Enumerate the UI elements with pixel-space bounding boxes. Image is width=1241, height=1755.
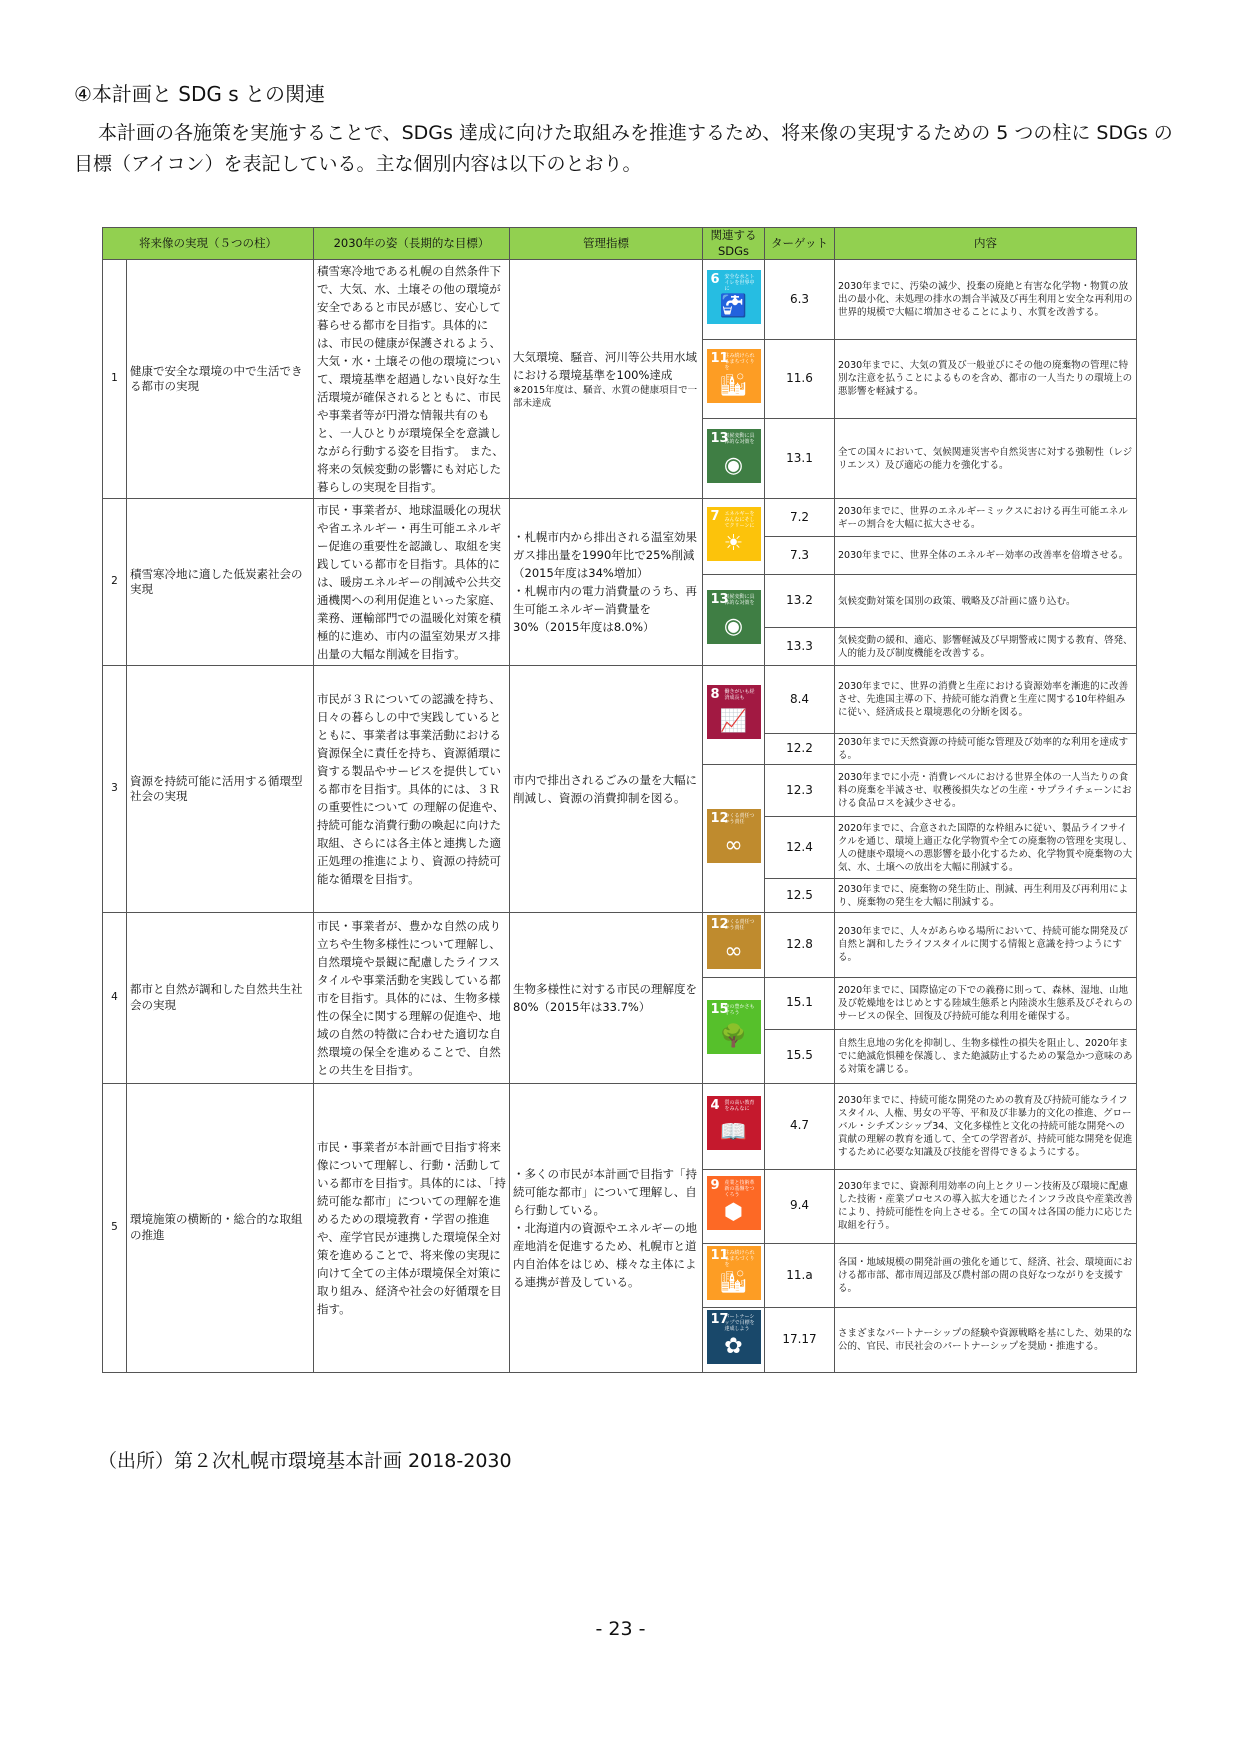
sdg-goal-number: 13 [710, 430, 729, 446]
sdg-icon-cell [703, 913, 765, 978]
sdg-goal-12-icon [707, 809, 761, 863]
sdg-goal-label: パートナーシップで目標を達成しよう [724, 1314, 755, 1332]
sdg-icon-cell [703, 1169, 765, 1243]
sdg-goal-glyph: 📈 [719, 709, 748, 735]
pillar-number: 3 [103, 666, 127, 913]
indicator-cell [510, 666, 703, 913]
target-content: 自然生息地の劣化を抑制し、生物多様性の損失を阻止し、2020年までに絶滅危惧種を保護し、また絶滅防止するための緊急かつ意味のある対策を講じる。 [835, 1029, 1137, 1083]
sdg-goal-glyph: ☀ [723, 530, 744, 556]
sdg-goal-label: つくる責任つかう責任 [724, 919, 755, 931]
sdg-goal-number: 12 [710, 917, 729, 932]
pillar-name: 資源を持続可能に活用する循環型社会の実現 [127, 666, 314, 913]
sdg-goal-9-icon [707, 1176, 761, 1230]
target-content: 2030年までに、持続可能な開発のための教育及び持続可能なライフスタイル、人権、男女の平等、平和及び非暴力的文化の推進、グローバル・シチズンシップ34、文化多様性と文化の持続可能な開発への貢献の理解の教育を通して、全ての学習者が、持続可能な開発を促進するために必要な知識及び技能を習得できるようにする。 [835, 1083, 1137, 1169]
sdg-icon-cell [703, 765, 765, 913]
sdg-goal-glyph: ⬢ [723, 1200, 744, 1226]
pillar-number: 4 [103, 913, 127, 1084]
target-number: 9.4 [765, 1169, 835, 1243]
table-row [103, 260, 1137, 340]
sdg-goal-glyph: ◉ [723, 452, 744, 478]
target-content: 2030年までに小売・消費レベルにおける世界全体の一人当たりの食料の廃棄を半減させ、収穫後損失などの生産・サプライチェーンにおける食品ロスを減少させる。 [835, 765, 1137, 817]
table-header-row [103, 228, 1137, 260]
source-note: （出所）第２次札幌市環境基本計画 2018-2030 [98, 1450, 512, 1472]
target-number: 13.1 [765, 419, 835, 499]
sdg-icon-cell [703, 1308, 765, 1373]
intro-paragraph [74, 118, 1174, 180]
sdg-goal-number: 13 [710, 592, 729, 608]
target-number: 11.6 [765, 339, 835, 419]
target-number: 13.2 [765, 575, 835, 628]
sdg-goal-number: 12 [710, 810, 729, 826]
sdg-goal-number: 9 [710, 1178, 720, 1194]
target-number: 7.2 [765, 499, 835, 537]
sdg-goal-label: 気候変動に具体的な対策を [724, 432, 755, 445]
pillar-number: 1 [103, 260, 127, 499]
pillar-name: 健康で安全な環境の中で生活できる都市の実現 [127, 260, 314, 499]
section-heading: ④本計画と SDG s との関連 [74, 82, 326, 106]
sdg-icon-cell [703, 1243, 765, 1308]
indicator-cell [510, 260, 703, 499]
vision-text: 市民・事業者が、地球温暖化の現状や省エネルギー・再生可能エネルギー促進の重要性を認識し、取組を実践している都市を目指す。具体的には、暖房エネルギーの削減や公共交通機関への利用促進といった家庭、業務、運輸部門での温暖化対策を積極的に進め、市内の温室効果ガス排出量の大幅な削減を目指す。 [314, 499, 510, 666]
target-content: さまざまなパートナーシップの経験や資源戦略を基にした、効果的な公的、官民、市民社会のパートナーシップを奨励・推進する。 [835, 1308, 1137, 1373]
indicator-cell [510, 499, 703, 666]
header-indicator: 管理指標 [510, 228, 703, 260]
vision-text: 市民・事業者が本計画で目指す将来像について理解し、行動・活動している都市を目指す。具体的には、「持続可能な都市」についての理解を進めるための環境教育・学習の推進や、産学官民が連携した環境保全対策を進めることで、将来像の実現に向けて全ての主体が環境保全対策に取り組み、経済や社会の好循環を目指す。 [314, 1083, 510, 1372]
sdg-goal-13-icon [707, 429, 761, 483]
sdg-icon-cell [703, 419, 765, 499]
target-content: 2020年までに、国際協定の下での義務に則って、森林、湿地、山地及び乾燥地をはじめとする陸域生態系と内陸淡水生態系及びそれらのサービスの保全、回復及び持続可能な利用を確保する。 [835, 977, 1137, 1029]
sdg-goal-6-icon [707, 270, 761, 324]
target-number: 15.1 [765, 977, 835, 1029]
target-number: 8.4 [765, 666, 835, 734]
vision-text: 市民・事業者が、豊かな自然の成り立ちや生物多様性について理解し、自然環境や景観に配慮したライフスタイルや事業活動を実践している都市を目指す。具体的には、生物多様性の保全に関する理解の促進や、地域の自然の特徴に合わせた適切な自然環境の保全を進めることで、自然との共生を目指す。 [314, 913, 510, 1084]
target-number: 12.4 [765, 817, 835, 879]
sdg-goal-glyph: 🚰 [719, 293, 748, 319]
page-number: - 23 - [595, 1618, 646, 1640]
sdg-table [102, 227, 1137, 1373]
sdg-goal-label: 住み続けられるまちづくりを [724, 353, 755, 372]
indicator-text: ・札幌市内から排出される温室効果ガス排出量を1990年比で25%削減（2015年度は34%増加） ・札幌市内の電力消費量のうち、再生可能エネルギー消費量を30%（2015年度は8.0%） [513, 530, 697, 634]
sdg-icon-cell [703, 499, 765, 575]
sdg-goal-glyph: ∞ [724, 832, 743, 858]
target-content: 2030年までに、廃棄物の発生防止、削減、再生利用及び再利用により、廃棄物の発生を大幅に削減する。 [835, 879, 1137, 913]
target-number: 11.a [765, 1243, 835, 1308]
indicator-cell [510, 1083, 703, 1372]
target-content: 気候変動対策を国別の政策、戦略及び計画に盛り込む。 [835, 575, 1137, 628]
header-target: ターゲット [765, 228, 835, 260]
target-content: 各国・地域規模の開発計画の強化を通じて、経済、社会、環境面における都市部、都市周辺部及び農村部の間の良好なつながりを支援する。 [835, 1243, 1137, 1308]
sdg-goal-number: 6 [710, 271, 720, 287]
sdg-goal-glyph: 🌳 [719, 1024, 748, 1050]
table-row [103, 666, 1137, 734]
sdg-icon-cell [703, 977, 765, 1083]
sdg-icon-cell [703, 339, 765, 419]
sdg-goal-11-icon [707, 1246, 761, 1300]
target-content: 2030年までに、世界全体のエネルギー効率の改善率を倍増させる。 [835, 537, 1137, 575]
indicator-note: ※2015年度は、騒音、水質の健康項目で一部未達成 [513, 385, 698, 409]
sdg-icon-cell [703, 1083, 765, 1169]
sdg-goal-4-icon [707, 1096, 761, 1150]
sdg-goal-label: 気候変動に具体的な対策を [724, 594, 755, 607]
vision-text: 積雪寒冷地である札幌の自然条件下で、大気、水、土壌その他の環境が安全であると市民が感じ、安心して暮らせる都市を目指す。具体的には、市民の健康が保護されるよう、大気・水・土壌その他の環境について、環境基準を超過しない良好な生活環境が確保されるとともに、市民や事業者等が円滑な情報共有のもと、一人ひとりが環境保全を意識しながら行動する姿を目指す。 また、将来の気候変動の影響にも対応した暮らしの実現を目指す。 [314, 260, 510, 499]
sdg-goal-label: エネルギーをみんなにそしてクリーンに [724, 510, 755, 529]
sdg-goal-glyph: 🏙 [719, 373, 748, 399]
intro-text: 本計画の各施策を実施することで、SDGs 達成に向けた取組みを推進するため、将来像の実現するための 5 つの柱に SDGs の目標（アイコン）を表記している。主な個別内容は以下のとおり。 [74, 122, 1173, 175]
sdg-goal-7-icon [707, 507, 761, 561]
sdg-goal-label: 産業と技術革新の基盤をつくろう [724, 1180, 755, 1199]
target-content: 全ての国々において、気候関連災害や自然災害に対する強靭性（レジリエンス）及び適応の能力を強化する。 [835, 419, 1137, 499]
sdg-goal-number: 17 [710, 1312, 729, 1327]
target-number: 17.17 [765, 1308, 835, 1373]
sdg-goal-15-icon [707, 1000, 761, 1054]
sdg-goal-8-icon [707, 685, 761, 739]
sdg-goal-12-icon [707, 915, 761, 969]
table-row [103, 913, 1137, 978]
sdg-goal-label: 働きがいも経済成長も [724, 689, 755, 702]
target-content: 気候変動の緩和、適応、影響軽減及び早期警戒に関する教育、啓発、人的能力及び制度機能を改善する。 [835, 628, 1137, 666]
indicator-text: 大気環境、騒音、河川等公共用水域における環境基準を100%達成 [513, 350, 697, 382]
sdg-icon-cell [703, 260, 765, 340]
sdg-goal-17-icon [707, 1310, 761, 1364]
target-number: 12.8 [765, 913, 835, 978]
sdg-goal-number: 15 [710, 1002, 729, 1018]
target-content: 2030年までに天然資源の持続可能な管理及び効率的な利用を達成する。 [835, 734, 1137, 765]
sdg-goal-label: 質の高い教育をみんなに [724, 1100, 755, 1113]
target-content: 2030年までに、世界の消費と生産における資源効率を漸進的に改善させ、先進国主導の下、持続可能な消費と生産に関する10年枠組みに従い、経済成長と環境悪化の分断を図る。 [835, 666, 1137, 734]
pillar-name: 環境施策の横断的・総合的な取組の推進 [127, 1083, 314, 1372]
header-content: 内容 [835, 228, 1137, 260]
target-content: 2030年までに、大気の質及び一般並びにその他の廃棄物の管理に特別な注意を払うことによるものを含め、都市の一人当たりの環境上の悪影響を軽減する。 [835, 339, 1137, 419]
sdg-goal-13-icon [707, 590, 761, 644]
sdg-icon-cell [703, 575, 765, 666]
sdg-goal-glyph: ◉ [723, 614, 744, 640]
sdg-goal-number: 11 [710, 1247, 729, 1263]
table-row [103, 499, 1137, 537]
target-number: 4.7 [765, 1083, 835, 1169]
sdg-goal-11-icon [707, 349, 761, 403]
sdg-icon-cell [703, 666, 765, 765]
indicator-text: ・多くの市民が本計画で目指す「持続可能な都市」について理解し、自ら行動している。 ・北海道内の資源やエネルギーの地産地消を促進するため、札幌市と道内自治体をはじめ、様々な主体による連携が普及している。 [513, 1166, 697, 1289]
sdg-goal-glyph: 🏙 [719, 1269, 748, 1295]
target-content: 2020年までに、合意された国際的な枠組みに従い、製品ライフサイクルを通じ、環境上適正な化学物質や全ての廃棄物の管理を実現し、人の健康や環境への悪影響を最小化するため、化学物質や廃棄物の大気、水、土壌への放出を大幅に削減する。 [835, 817, 1137, 879]
table-row [103, 1083, 1137, 1169]
indicator-text: 生物多様性に対する市民の理解度を80%（2015年は33.7%） [513, 981, 697, 1014]
pillar-name: 都市と自然が調和した自然共生社会の実現 [127, 913, 314, 1084]
sdg-goal-glyph: ✿ [724, 1334, 743, 1359]
vision-text: 市民が３Ｒについての認識を持ち、日々の暮らしの中で実践しているとともに、事業者は事業活動における資源保全に責任を持ち、資源循環に資する製品やサービスを提供している都市を目指す。具体的には、３Ｒの重要性について の理解の促進や、持続可能な消費行動の喚起に向けた取組、さらには各主体と連携した適正処理の推進により、資源の持続可能な循環を目指す。 [314, 666, 510, 913]
pillar-name: 積雪寒冷地に適した低炭素社会の実現 [127, 499, 314, 666]
sdg-goal-number: 4 [710, 1098, 720, 1114]
sdg-goal-number: 11 [710, 351, 729, 367]
sdg-goal-label: 陸の豊かさも守ろう [724, 1004, 755, 1017]
target-number: 13.3 [765, 628, 835, 666]
sdg-goal-label: つくる責任つかう責任 [724, 812, 755, 825]
sdg-goal-glyph: ∞ [724, 939, 743, 964]
sdg-goal-label: 住み続けられるまちづくりを [724, 1249, 755, 1268]
pillar-number: 2 [103, 499, 127, 666]
header-pillar: 将来像の実現（５つの柱） [103, 228, 314, 260]
sdg-goal-number: 8 [710, 687, 720, 703]
target-content: 2030年までに、世界のエネルギーミックスにおける再生可能エネルギーの割合を大幅に拡大させる。 [835, 499, 1137, 537]
sdg-goal-glyph: 📖 [719, 1120, 748, 1146]
target-content: 2030年までに、汚染の減少、投棄の廃絶と有害な化学物・物質の放出の最小化、未処理の排水の割合半減及び再生利用と安全な再利用の世界的規模で大幅に増加させることにより、水質を改善する。 [835, 260, 1137, 340]
target-content: 2030年までに、人々があらゆる場所において、持続可能な開発及び自然と調和したライフスタイルに関する情報と意識を持つようにする。 [835, 913, 1137, 978]
target-number: 12.3 [765, 765, 835, 817]
header-sdgs: 関連する SDGs [703, 228, 765, 260]
sdg-goal-number: 7 [710, 508, 720, 524]
target-number: 12.5 [765, 879, 835, 913]
target-number: 7.3 [765, 537, 835, 575]
header-vision: 2030年の姿（長期的な目標） [314, 228, 510, 260]
sdg-goal-label: 安全な水とトイレを世界中に [724, 273, 755, 292]
target-number: 12.2 [765, 734, 835, 765]
indicator-text: 市内で排出されるごみの量を大幅に削減し、資源の消費抑制を図る。 [513, 773, 697, 805]
target-content: 2030年までに、資源利用効率の向上とクリーン技術及び環境に配慮した技術・産業プロセスの導入拡大を通じたインフラ改良や産業改善により、持続可能性を向上させる。全ての国々は各国の能力に応じた取組を行う。 [835, 1169, 1137, 1243]
target-number: 15.5 [765, 1029, 835, 1083]
pillar-number: 5 [103, 1083, 127, 1372]
target-number: 6.3 [765, 260, 835, 340]
indicator-cell [510, 913, 703, 1084]
